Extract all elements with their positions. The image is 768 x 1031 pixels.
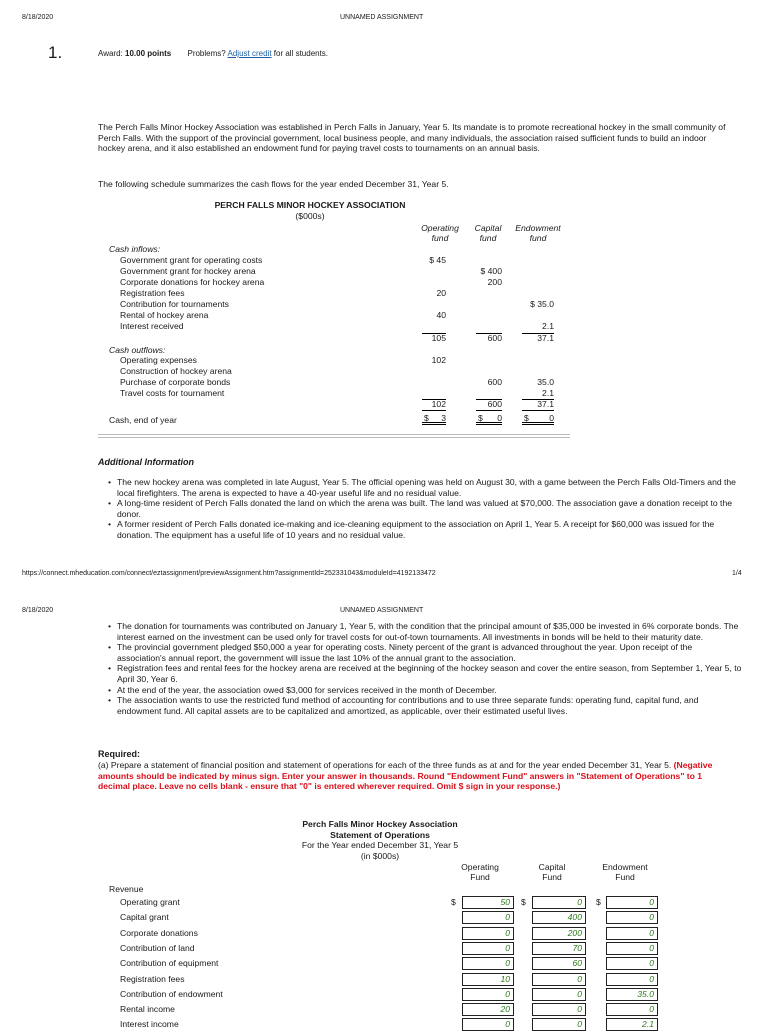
operating-fund-input[interactable]: 20 bbox=[462, 1003, 514, 1016]
inflow-label: Rental of hockey arena bbox=[120, 310, 209, 320]
inflow-end: $ 35.0 bbox=[530, 299, 554, 309]
statement-col-operating: Operating Fund bbox=[461, 862, 499, 882]
capital-fund-input[interactable]: 0 bbox=[532, 988, 586, 1001]
capital-dollar-sign: $ bbox=[521, 897, 526, 907]
cash-end-end-double bbox=[522, 422, 554, 425]
info-bullet: • Registration fees and rental fees for the hockey arena are received at the beginning of the hockey season and cover the entire season, from September 1, Year 5, to April 30, Year 6. bbox=[117, 663, 743, 684]
outflow-total-op: 102 bbox=[431, 399, 446, 409]
endowment-dollar-sign: $ bbox=[596, 897, 601, 907]
revenue-label: Revenue bbox=[109, 884, 144, 894]
endowment-fund-input[interactable]: 0 bbox=[606, 1003, 658, 1016]
endowment-fund-input[interactable]: 0 bbox=[606, 911, 658, 924]
schedule-divider bbox=[98, 434, 570, 438]
schedule-units: ($000s) bbox=[295, 211, 325, 221]
additional-info-item: • A long-time resident of Perch Falls donated the land on which the arena was built. The land was valued at $70,000. The association gave a donation receipt to the donor. bbox=[117, 498, 743, 519]
intro-paragraph: The Perch Falls Minor Hockey Association was established in Perch Falls in January, Year 5. Its mandate is to promote recreational hockey in the small community of Perch Falls. With the support of the provincial government, local business people, and many individuals, the association raised sufficient funds to build an indoor hockey arena, and it also established an endowment fund for paying travel costs to tournaments on an annual basis. bbox=[98, 122, 726, 154]
additional-info-list bbox=[107, 477, 743, 541]
footer-page: 1/4 bbox=[732, 570, 742, 577]
capital-fund-input[interactable]: 0 bbox=[532, 896, 586, 909]
capital-fund-input[interactable]: 200 bbox=[532, 927, 586, 940]
statement-row-label: Contribution of endowment bbox=[120, 988, 223, 999]
cash-end-end: 0 bbox=[549, 413, 554, 423]
outflow-label: Travel costs for tournament bbox=[120, 388, 225, 398]
statement-row-label: Capital grant bbox=[120, 912, 169, 923]
inflow-label: Interest received bbox=[120, 321, 184, 331]
inflow-label: Corporate donations for hockey arena bbox=[120, 277, 265, 287]
statement-row-label: Operating grant bbox=[120, 897, 180, 907]
info-bullet: • The association wants to use the restricted fund method of accounting for contributions and to use three separate funds: operating fund, capital fund, and endowment fund. All capital assets are to be capitalized and amortized, as applicable, over their estimated useful lives. bbox=[117, 695, 743, 716]
inflow-end: 2.1 bbox=[542, 321, 554, 331]
required-instructions: (a) Prepare a statement of financial position and statement of operations for each of the three funds as at and for the year ended December 31, Year 5. (Negative amounts should be indicated by minus sign. Enter your answer in thousands. Round "Endowment Fund" answers in "Statement of Operations" to 1 decimal place. Leave no cells blank - ensure that "0" is entered wherever required. Omit $ sign in your response.) bbox=[98, 760, 713, 792]
inflow-label: Contribution for tournaments bbox=[120, 299, 229, 309]
statement-row-label: Interest income bbox=[120, 1019, 179, 1030]
cash-end-op-double bbox=[422, 422, 446, 425]
schedule-col-operating: Operating fund bbox=[421, 223, 459, 243]
outflow-total-end: 37.1 bbox=[537, 399, 554, 409]
operating-fund-input[interactable]: 10 bbox=[462, 973, 514, 986]
inflow-label: Government grant for hockey arena bbox=[120, 266, 256, 276]
operating-fund-input[interactable]: 0 bbox=[462, 942, 514, 955]
operating-dollar-sign: $ bbox=[451, 897, 456, 907]
inflow-label: Registration fees bbox=[120, 288, 185, 298]
outflow-total-cap: 600 bbox=[487, 399, 502, 409]
required-label: Required: bbox=[98, 749, 141, 759]
capital-fund-input[interactable]: 0 bbox=[532, 1018, 586, 1031]
endowment-fund-input[interactable]: 35.0 bbox=[606, 988, 658, 1001]
cash-end-op: 3 bbox=[441, 413, 446, 423]
operating-fund-input[interactable]: 50 bbox=[462, 896, 514, 909]
page2-info-list bbox=[107, 621, 743, 716]
info-bullet: • At the end of the year, the association owed $3,000 for services received in the month of December. bbox=[117, 685, 743, 696]
page2-date: 8/18/2020 bbox=[22, 607, 54, 614]
operating-fund-input[interactable]: 0 bbox=[462, 927, 514, 940]
capital-fund-input[interactable]: 0 bbox=[532, 1003, 586, 1016]
endowment-fund-input[interactable]: 0 bbox=[606, 896, 658, 909]
schedule-title: PERCH FALLS MINOR HOCKEY ASSOCIATION bbox=[214, 200, 406, 210]
statement-subheading: For the Year ended December 31, Year 5 (in $000s) bbox=[301, 840, 459, 861]
endowment-fund-input[interactable]: 0 bbox=[606, 957, 658, 970]
operating-fund-input[interactable]: 0 bbox=[462, 1018, 514, 1031]
required-note: (Negative amounts should be indicated by minus sign. Enter your answer in thousands. Round "Endowment Fund" answers in "Statement of Operations" to 1 decimal place. Leave no cells blank - ensure that "0" is entered wherever required. Omit $ sign in your response.) bbox=[98, 760, 713, 792]
page-date: 8/18/2020 bbox=[22, 14, 54, 21]
page2-title: UNNAMED ASSIGNMENT bbox=[340, 607, 424, 614]
statement-row-label: Rental income bbox=[120, 1004, 175, 1015]
cash-end-cap: 0 bbox=[497, 413, 502, 423]
capital-fund-input[interactable]: 400 bbox=[532, 911, 586, 924]
additional-info-item: • The new hockey arena was completed in late August, Year 5. The official opening was held on August 30, with a game between the Perch Falls Old-Timers and the local firefighters. The arena is expected to have a 40-year useful life and no residual value. bbox=[117, 477, 743, 498]
cash-end-cap-rule bbox=[476, 410, 502, 411]
adjust-credit-link[interactable]: Adjust credit bbox=[227, 49, 272, 58]
cash-end-op-sign: $ bbox=[424, 413, 429, 423]
outflow-label: Purchase of corporate bonds bbox=[120, 377, 231, 387]
cash-end-cap-double bbox=[476, 422, 502, 425]
info-bullet: • The donation for tournaments was contributed on January 1, Year 5, with the condition that the principal amount of $35,000 be invested in 6% corporate bonds. The interest earned on the investment can be used only for travel costs for out-of-town tournaments. All investments in bonds will be held to their maturity date. bbox=[117, 621, 743, 642]
inflow-op: 40 bbox=[436, 310, 446, 320]
endowment-fund-input[interactable]: 0 bbox=[606, 942, 658, 955]
outflow-label: Construction of hockey arena bbox=[120, 366, 232, 376]
inflow-total-op: 105 bbox=[431, 333, 446, 343]
capital-fund-input[interactable]: 70 bbox=[532, 942, 586, 955]
page-title: UNNAMED ASSIGNMENT bbox=[340, 14, 424, 21]
cash-end-cap-sign: $ bbox=[478, 413, 483, 423]
outflow-end: 35.0 bbox=[537, 377, 554, 387]
cash-end-end-sign: $ bbox=[524, 413, 529, 423]
schedule-intro: The following schedule summarizes the cash flows for the year ended December 31, Year 5. bbox=[98, 179, 449, 189]
statement-col-capital: Capital Fund bbox=[538, 862, 566, 882]
endowment-fund-input[interactable]: 0 bbox=[606, 973, 658, 986]
statement-row-label: Registration fees bbox=[120, 973, 185, 984]
schedule-col-capital: Capital fund bbox=[474, 223, 502, 243]
cash-end-end-rule bbox=[522, 410, 554, 411]
inflow-cap: 200 bbox=[487, 277, 502, 287]
operating-fund-input[interactable]: 0 bbox=[462, 988, 514, 1001]
inflow-label: Government grant for operating costs bbox=[120, 255, 263, 265]
outflow-label: Operating expenses bbox=[120, 355, 197, 365]
inflow-cap: $ 400 bbox=[480, 266, 502, 276]
info-bullet: • The provincial government pledged $50,000 a year for operating costs. Ninety percent of the grant is advanced throughout the year. Upon receipt of the association's annual report, the government will issue the last 10% of the annual grant to the association. bbox=[117, 642, 743, 663]
cash-inflows-label: Cash inflows: bbox=[109, 244, 161, 254]
statement-row-label: Corporate donations bbox=[120, 927, 198, 938]
outflow-cap: 600 bbox=[487, 377, 502, 387]
operating-fund-input[interactable]: 0 bbox=[462, 957, 514, 970]
statement-col-endowment: Endowment Fund bbox=[602, 862, 648, 882]
additional-info-title: Additional Information bbox=[98, 457, 194, 467]
outflow-op: 102 bbox=[431, 355, 446, 365]
capital-fund-input[interactable]: 0 bbox=[532, 973, 586, 986]
inflow-total-end: 37.1 bbox=[537, 333, 554, 343]
capital-fund-input[interactable]: 60 bbox=[532, 957, 586, 970]
endowment-fund-input[interactable]: 2.1 bbox=[606, 1018, 658, 1031]
inflow-op: $ 45 bbox=[429, 255, 446, 265]
additional-info-item: • A former resident of Perch Falls donated ice-making and ice-cleaning equipment to the association on April 1, Year 5. A receipt for $60,000 was issued for the donation. The equipment has a useful life of 10 years and no residual value. bbox=[117, 519, 743, 540]
footer-url: https://connect.mheducation.com/connect/eztassignment/previewAssignment.htm?assignmentId=252331043&moduleId=4192133472 bbox=[22, 570, 436, 577]
statement-row-label: Contribution of equipment bbox=[120, 958, 219, 969]
cash-end-op-rule bbox=[422, 410, 446, 411]
inflow-op: 20 bbox=[436, 288, 446, 298]
outflow-end: 2.1 bbox=[542, 388, 554, 398]
endowment-fund-input[interactable]: 0 bbox=[606, 927, 658, 940]
schedule-col-endowment: Endowment fund bbox=[515, 223, 561, 243]
operating-fund-input[interactable]: 0 bbox=[462, 911, 514, 924]
award-points: 10.00 points bbox=[125, 49, 172, 58]
cash-outflows-label: Cash outflows: bbox=[109, 345, 166, 355]
cash-end-label: Cash, end of year bbox=[109, 415, 177, 425]
inflow-total-cap: 600 bbox=[487, 333, 502, 343]
award-line: Award: 10.00 points Problems? Adjust credit for all students. bbox=[98, 49, 329, 58]
statement-row-label: Contribution of land bbox=[120, 942, 195, 953]
question-number: 1. bbox=[48, 43, 63, 62]
statement-heading: Perch Falls Minor Hockey Association Statement of Operations bbox=[302, 819, 458, 840]
